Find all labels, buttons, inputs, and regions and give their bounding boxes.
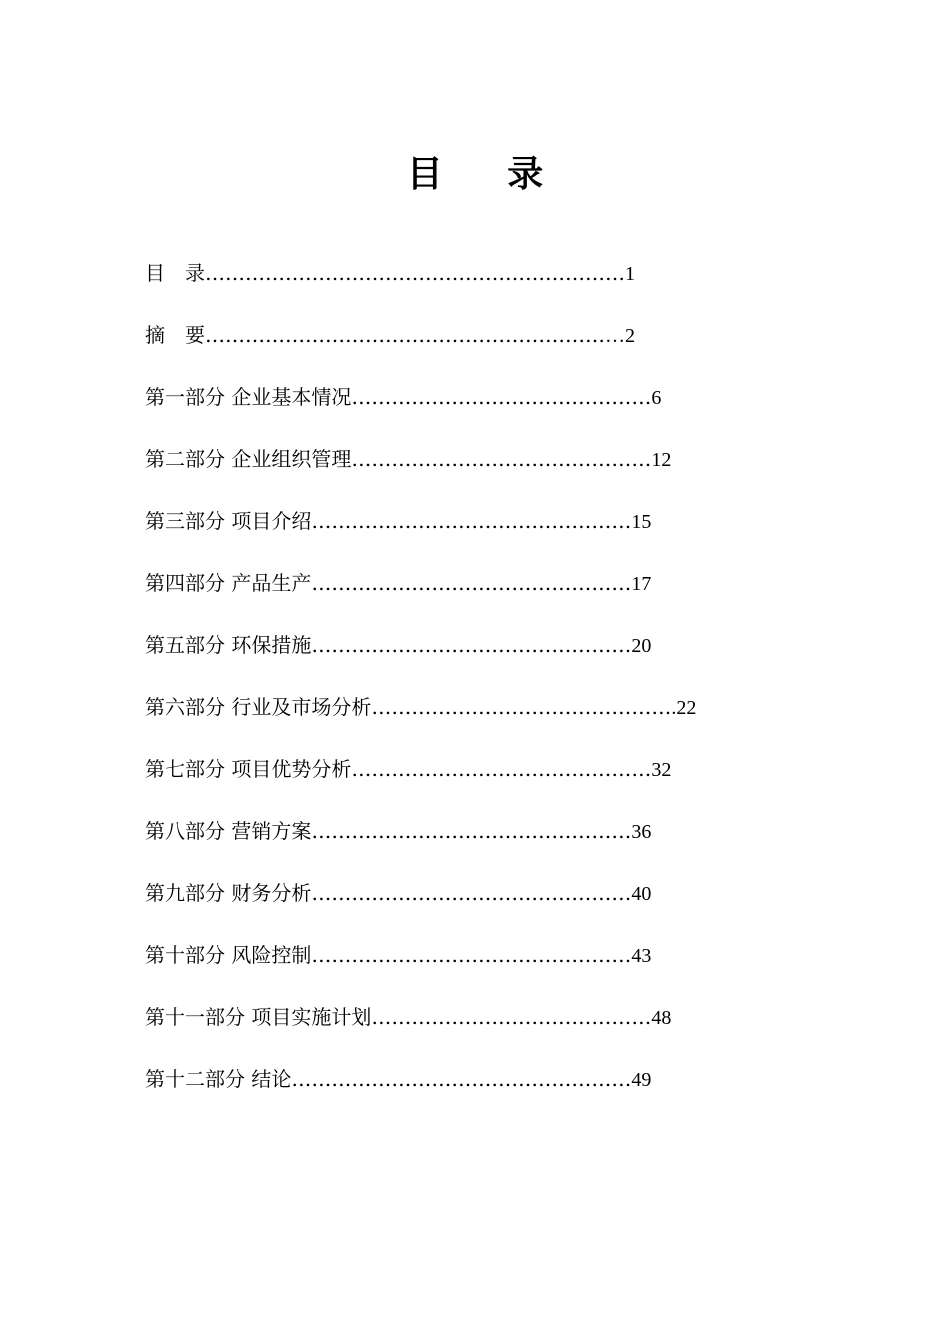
toc-entry-page: 12 xyxy=(651,449,672,471)
toc-entry[interactable] xyxy=(145,502,765,564)
toc-entry-leader: ………………………………………… xyxy=(311,881,632,905)
table-of-contents xyxy=(145,254,765,1122)
toc-entry-page: 40 xyxy=(631,883,652,905)
toc-entry[interactable] xyxy=(145,936,765,998)
toc-entry-label: 第九部分 财务分析 xyxy=(145,881,312,905)
toc-entry-label: 第三部分 项目介绍 xyxy=(145,509,312,533)
toc-entry-label: 第六部分 行业及市场分析 xyxy=(145,695,372,719)
toc-entry[interactable] xyxy=(145,750,765,812)
toc-entry-label: 第一部分 企业基本情况 xyxy=(145,385,352,409)
toc-entry[interactable] xyxy=(145,254,765,316)
toc-entry-leader: ……………………………………… xyxy=(351,385,652,409)
toc-entry-leader: …………………………………… xyxy=(371,1005,652,1029)
toc-entry-label: 第四部分 产品生产 xyxy=(145,571,312,595)
toc-entry-page: …2 xyxy=(605,325,635,347)
toc-entry-leader: ………………………………………… xyxy=(311,633,632,657)
toc-entry-leader: ………………………………………… xyxy=(311,509,632,533)
toc-entry-label: 第二部分 企业组织管理 xyxy=(145,447,352,471)
toc-entry[interactable] xyxy=(145,378,765,440)
page-title: 目 录 xyxy=(406,153,570,195)
toc-entry[interactable] xyxy=(145,316,765,378)
toc-entry-leader: ……………………………………… xyxy=(351,757,652,781)
toc-entry[interactable] xyxy=(145,440,765,502)
toc-entry-page: 6 xyxy=(651,387,662,409)
toc-entry[interactable] xyxy=(145,626,765,688)
toc-entry-leader: …………………………………………………… xyxy=(205,323,605,347)
toc-entry-page: .22 xyxy=(671,697,697,719)
toc-entry-page: 15 xyxy=(631,511,652,533)
toc-entry[interactable] xyxy=(145,564,765,626)
toc-entry-label: 第五部分 环保措施 xyxy=(145,633,312,657)
toc-entry-page: 43 xyxy=(631,945,652,967)
toc-entry-page: 48 xyxy=(651,1007,672,1029)
toc-entry-leader: …………………………………………… xyxy=(291,1067,632,1091)
toc-entry-label: 第七部分 项目优势分析 xyxy=(145,757,352,781)
toc-entry-page: 32 xyxy=(651,759,672,781)
toc-entry-page: 20 xyxy=(631,635,652,657)
toc-entry-page: 1 xyxy=(625,263,635,285)
toc-entry-leader: ……………………………………… xyxy=(351,447,652,471)
toc-entry[interactable] xyxy=(145,874,765,936)
toc-entry-page: 49 xyxy=(631,1069,652,1091)
toc-entry-page: 17 xyxy=(631,573,652,595)
toc-entry-page: 36 xyxy=(631,821,652,843)
toc-entry-label: 第十一部分 项目实施计划 xyxy=(145,1005,372,1029)
toc-entry[interactable] xyxy=(145,812,765,874)
toc-entry[interactable] xyxy=(145,1060,765,1122)
toc-entry-label: 第十部分 风险控制 xyxy=(145,943,312,967)
toc-entry-leader: ……………………………………………………… xyxy=(205,261,625,285)
toc-entry-label: 摘 要 xyxy=(145,323,205,347)
toc-entry[interactable] xyxy=(145,688,765,750)
toc-entry-label: 目 录 xyxy=(145,261,205,285)
toc-entry[interactable] xyxy=(145,998,765,1060)
toc-entry-leader: ………………………………………… xyxy=(311,943,632,967)
toc-entry-label: 第八部分 营销方案 xyxy=(145,819,312,843)
toc-entry-leader: ………………………………………… xyxy=(311,571,632,595)
toc-entry-leader: ………………………………………… xyxy=(311,819,632,843)
toc-entry-label: 第十二部分 结论 xyxy=(145,1067,292,1091)
toc-entry-leader: ……………………………………… xyxy=(371,695,672,719)
